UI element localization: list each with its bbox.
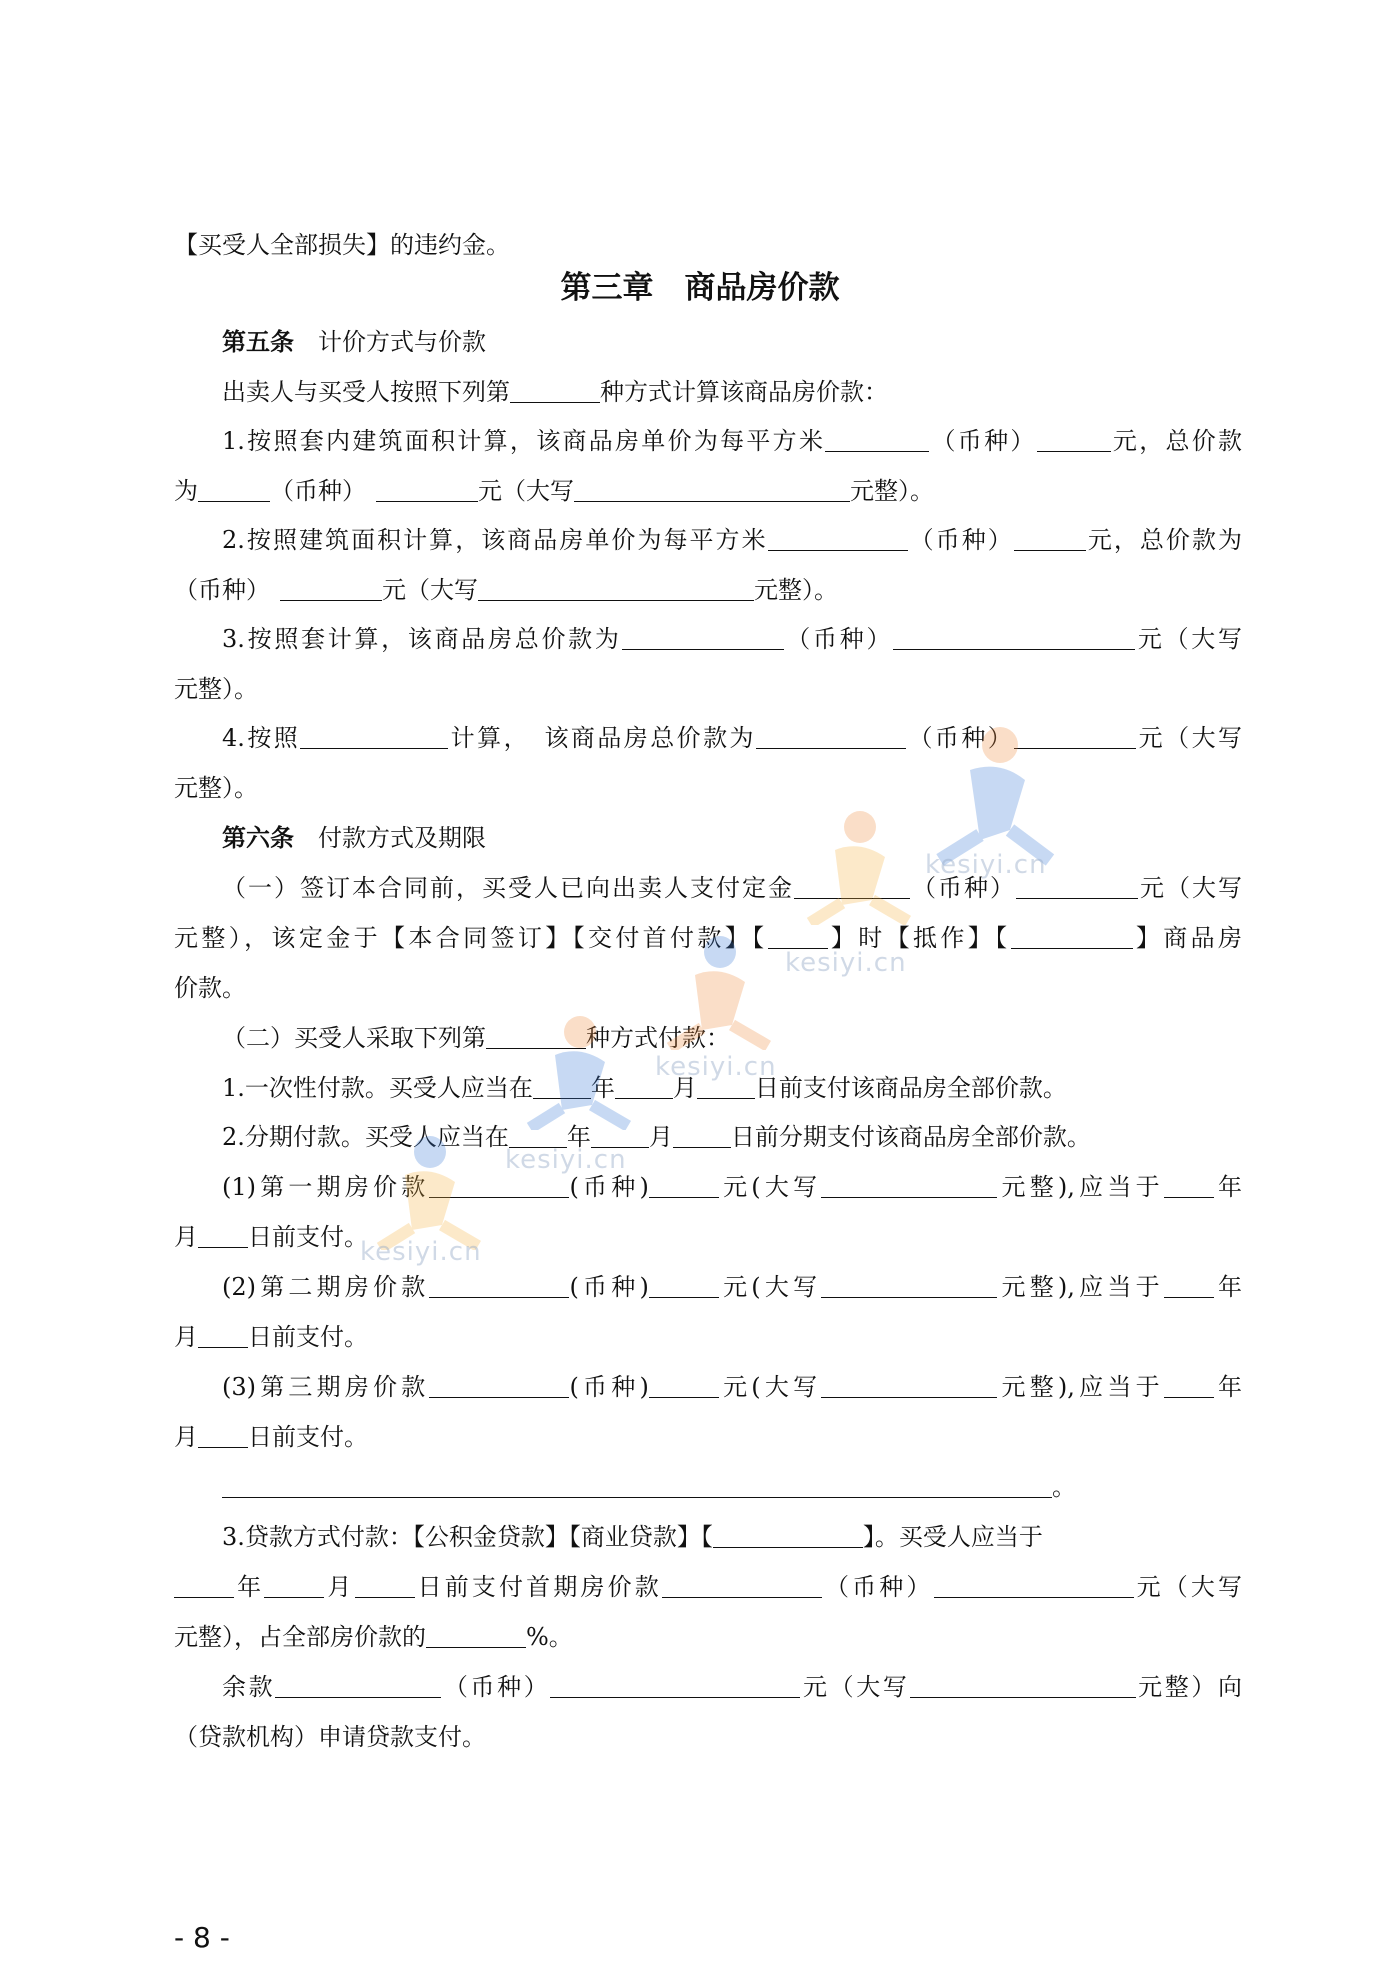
paragraph: 余款 （币种） 元（大写 元整）向 [222,1673,1242,1701]
paragraph: （一）签订本合同前，买受人已向出卖人支付定金 （币种） 元（大写 [222,874,1242,902]
watermark-text: kesiyi.cn [360,1237,482,1267]
paragraph: 元整）。 [174,675,258,703]
paragraph: 3.按照套计算，该商品房总价款为 （币种） 元（大写 [222,625,1243,653]
watermark-text: kesiyi.cn [785,948,907,978]
paragraph: 【买受人全部损失】的违约金。 [174,231,510,259]
paragraph: (2)第二期房价款 (币种) 元(大写 元整),应当于 年 [222,1273,1242,1301]
paragraph: 价款。 [174,974,246,1002]
paragraph: 元整）。 [174,774,258,802]
chapter-title: 第三章 商品房价款 [560,270,840,306]
paragraph: 月 日前支付。 [174,1423,368,1451]
paragraph: 2.按照建筑面积计算，该商品房单价为每平方米 （币种） 元，总价款为 [222,526,1243,554]
watermark-figure-icon [640,930,790,1050]
paragraph: (1)第一期房价款 (币种) 元(大写 元整),应当于 年 [222,1173,1242,1201]
blank-line [510,376,600,403]
watermark-figure-icon [350,1130,500,1250]
paragraph: 。 [222,1470,1242,1504]
paragraph: 出卖人与买受人按照下列第 种方式计算该商品房价款： [222,378,888,406]
paragraph: 2.分期付款。买受人应当在 年 月 日前分期支付该商品房全部价款。 [222,1123,1091,1151]
paragraph: （贷款机构）申请贷款支付。 [174,1723,486,1751]
paragraph: (3)第三期房价款 (币种) 元(大写 元整),应当于 年 [222,1373,1242,1401]
paragraph: 年 月 日前支付首期房价款 （币种） 元（大写 [174,1570,1242,1604]
watermark-text: kesiyi.cn [655,1052,777,1082]
watermark-text: kesiyi.cn [925,850,1047,880]
watermark-text: kesiyi.cn [505,1145,627,1175]
watermark-figure-icon [500,1010,650,1130]
paragraph: 为 （币种） 元（大写 元整）。 [174,477,934,505]
paragraph: 月 日前支付。 [174,1323,368,1351]
paragraph: 4.按照 计算， 该商品房总价款为 （币种） 元（大写 [222,724,1243,752]
paragraph: 1.按照套内建筑面积计算，该商品房单价为每平方米 （币种） 元，总价款 [222,427,1243,455]
paragraph: 月 日前支付。 [174,1223,368,1251]
page-number: - 8 - [174,1921,230,1954]
paragraph: 1.一次性付款。买受人应当在 年 月 日前支付该商品房全部价款。 [222,1074,1067,1102]
paragraph: （二）买受人采取下列第 种方式付款： [222,1024,730,1052]
blank-line [222,1471,1052,1498]
paragraph: 元整），该定金于【本合同签订】【交付首付款】【 】时【抵作】【 】商品房 [174,924,1243,952]
paragraph: 元整），占全部房价款的 %。 [174,1623,573,1651]
article-5-heading: 第五条 计价方式与价款 [222,327,486,356]
paragraph: （币种） 元（大写 元整）。 [174,576,838,604]
paragraph: 3.贷款方式付款：【公积金贷款】【商业贷款】【 】。买受人应当于 [222,1523,1043,1551]
watermark-figure-icon [780,805,930,925]
article-6-heading: 第六条 付款方式及期限 [222,823,486,852]
